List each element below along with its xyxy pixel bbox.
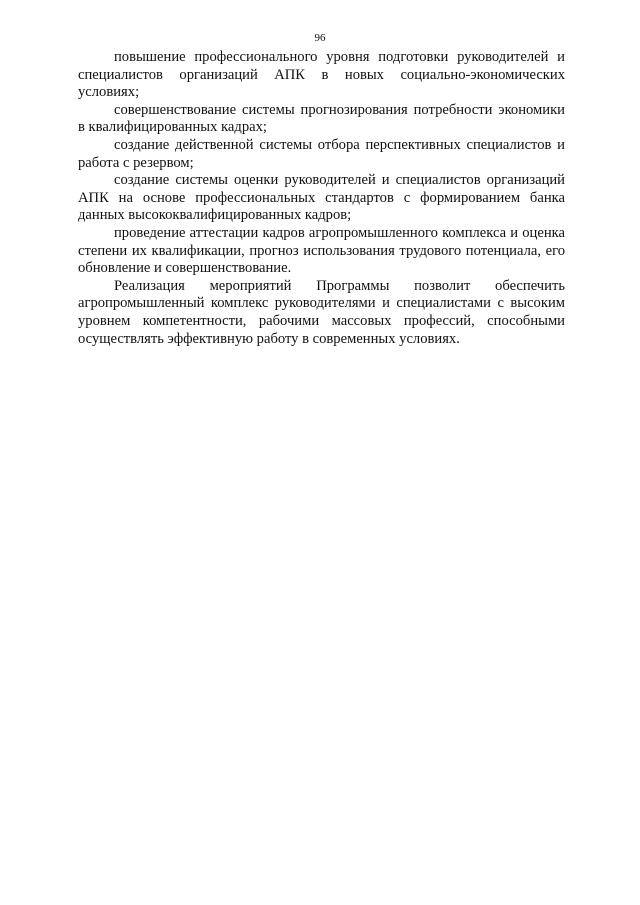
paragraph-forecasting-system: совершенствование системы прогнозирования потребности экономики в квалифицированных кадрах; — [78, 101, 565, 136]
page-number: 96 — [314, 32, 326, 44]
paragraph-selection-system: создание действенной системы отбора перспективных специалистов и работа с резервом; — [78, 136, 565, 171]
paragraph-evaluation-system: создание системы оценки руководителей и специалистов организаций АПК на основе профессиональных стандартов с формированием банка данных высококвалифицированных кадров; — [78, 172, 565, 224]
document-body — [78, 49, 565, 348]
paragraph-certification: проведение аттестации кадров агропромышленного комплекса и оценка степени их квалификации, прогноз использования трудового потенциала, его обновление и совершенствование. — [78, 224, 565, 277]
paragraph-program-outcome: Реализация мероприятий Программы позволит обеспечить агропромышленный комплекс руководителями и специалистами с высоким уровнем компетентности, рабочими массовых профессий, способными осуществлять эффективную работу в современных условиях. — [78, 277, 565, 347]
paragraph-professional-level: повышение профессионального уровня подготовки руководителей и специалистов организаций АПК в новых социально-экономических условиях; — [78, 49, 565, 101]
